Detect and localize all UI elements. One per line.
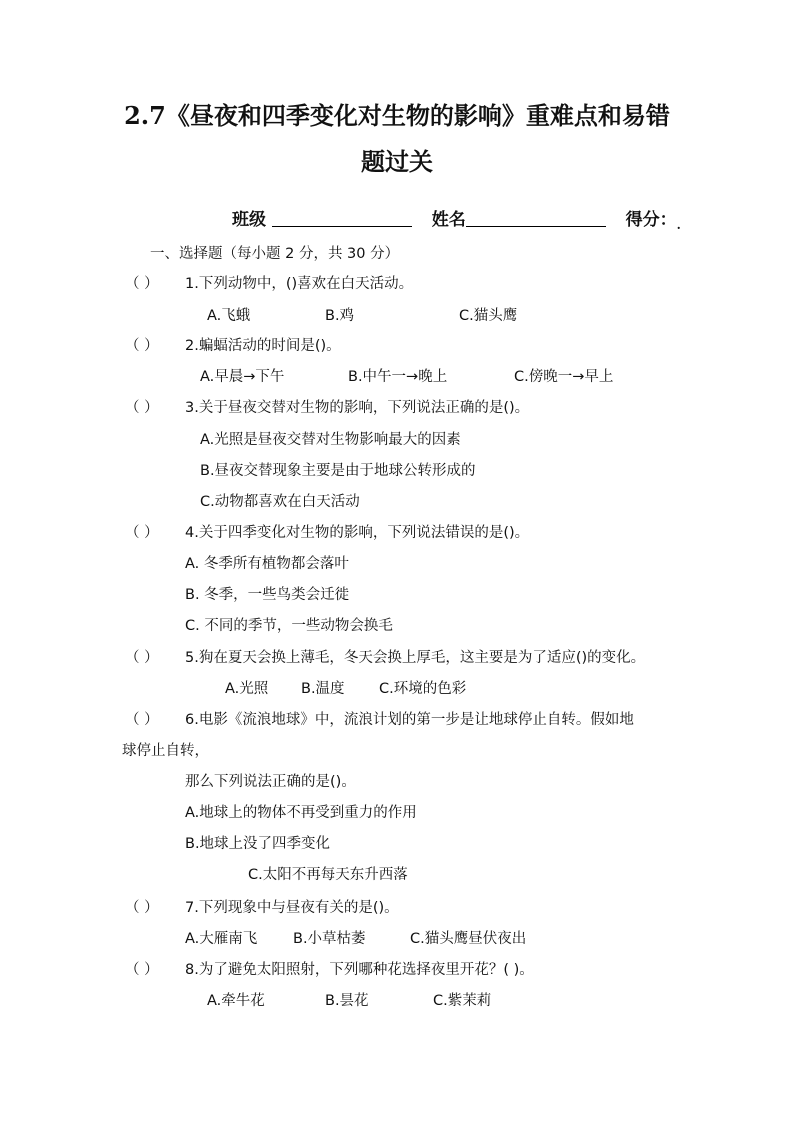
option-a: A.飞蛾 <box>207 308 251 324</box>
question-5 <box>125 648 645 668</box>
option-a: A.早晨→下午 <box>200 369 285 385</box>
option-c: C.动物都喜欢在白天活动 <box>200 494 360 510</box>
name-label: 姓名 <box>431 210 466 230</box>
option-c: C.傍晚一→早上 <box>514 369 614 385</box>
option-b: B.中午一→晚上 <box>348 369 448 385</box>
option-b: B. 冬季，一些鸟类会迁徙 <box>185 587 350 603</box>
question-2 <box>125 336 341 356</box>
question-text: 1.下列动物中，()喜欢在白天活动。 <box>185 276 414 292</box>
section-heading: 一、选择题（每小题 2 分，共 30 分） <box>150 246 400 262</box>
question-3 <box>125 398 529 418</box>
student-info-row <box>232 205 681 232</box>
option-c: C.环境的色彩 <box>379 681 467 697</box>
answer-blank[interactable]: （ ） <box>125 962 159 978</box>
question-6 <box>125 710 634 730</box>
answer-blank[interactable]: （ ） <box>125 400 159 416</box>
option-a: A. 冬季所有植物都会落叶 <box>185 556 349 572</box>
option-b: B.地球上没了四季变化 <box>185 836 331 852</box>
question-text: 4.关于四季变化对生物的影响，下列说法错误的是()。 <box>185 525 530 541</box>
options-8 <box>207 991 491 1011</box>
options-5 <box>225 679 466 699</box>
title-line-2: 题过关 <box>361 147 433 176</box>
option-b: B.温度 <box>301 681 345 697</box>
option-c: C. 不同的季节，一些动物会换毛 <box>185 618 393 634</box>
options-1 <box>207 306 517 326</box>
question-7 <box>125 898 399 918</box>
option-c: C.太阳不再每天东升西落 <box>248 867 408 883</box>
option-b: B.昙花 <box>325 993 369 1009</box>
option-c: C.猫头鹰 <box>459 308 518 324</box>
answer-blank[interactable]: （ ） <box>125 900 159 916</box>
score-dot: . <box>676 218 681 232</box>
option-a: A.牵牛花 <box>207 993 265 1009</box>
option-c: C.猫头鹰昼伏夜出 <box>410 931 527 947</box>
answer-blank[interactable]: （ ） <box>125 276 159 292</box>
question-4 <box>125 523 529 543</box>
question-1 <box>125 274 413 294</box>
name-blank[interactable] <box>466 210 606 227</box>
question-text: 6.电影《流浪地球》中，流浪计划的第一步是让地球停止自转。假如地 <box>185 712 634 728</box>
option-a: A.光照是昼夜交替对生物影响最大的因素 <box>200 432 461 448</box>
question-8 <box>125 960 534 980</box>
options-7 <box>185 929 526 949</box>
option-c: C.紫茉莉 <box>433 993 492 1009</box>
class-label: 班级 <box>232 210 266 230</box>
question-text: 7.下列现象中与昼夜有关的是()。 <box>185 900 399 916</box>
option-b: B.昼夜交替现象主要是由于地球公转形成的 <box>200 463 476 479</box>
option-a: A.大雁南飞 <box>185 931 258 947</box>
options-2 <box>200 367 613 387</box>
score-label: 得分： <box>625 210 677 230</box>
option-a: A.地球上的物体不再受到重力的作用 <box>185 805 417 821</box>
answer-blank[interactable]: （ ） <box>125 525 159 541</box>
question-6-continued-2: 那么下列说法正确的是()。 <box>185 774 356 790</box>
option-b: B.鸡 <box>325 308 355 324</box>
question-6-continued: 球停止自转， <box>122 743 209 759</box>
answer-blank[interactable]: （ ） <box>125 650 159 666</box>
option-b: B.小草枯萎 <box>293 931 366 947</box>
answer-blank[interactable]: （ ） <box>125 338 159 354</box>
question-text: 8.为了避免太阳照射，下列哪种花选择夜里开花？( )。 <box>185 962 534 978</box>
title-line-1: 2.7《昼夜和四季变化对生物的影响》重难点和易错 <box>124 101 670 130</box>
answer-blank[interactable]: （ ） <box>125 712 159 728</box>
option-a: A.光照 <box>225 681 269 697</box>
question-text: 5.狗在夏天会换上薄毛，冬天会换上厚毛，这主要是为了适应()的变化。 <box>185 650 646 666</box>
question-text: 2.蝙蝠活动的时间是()。 <box>185 338 341 354</box>
class-blank[interactable] <box>272 210 412 227</box>
question-text: 3.关于昼夜交替对生物的影响，下列说法正确的是()。 <box>185 400 530 416</box>
